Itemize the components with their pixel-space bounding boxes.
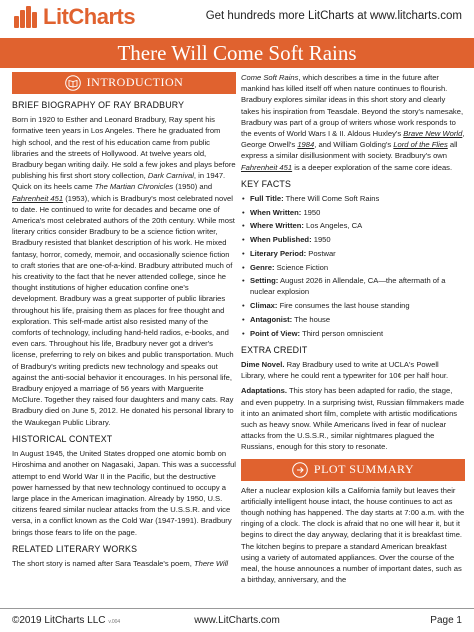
key-facts-heading: KEY FACTS bbox=[241, 178, 292, 189]
page-number: Page 1 bbox=[430, 615, 462, 626]
extra-credit-adaptations: Adaptations. This story has been adapted for radio, the stage, and even puppetry. In a surprising twist, Russian filmmakers made it into an animated short film, complete with artistic modifications such as heavy snow. While Americans lived in fear of nuclear attacks from the U.S.S.R., similar nightmares plagued the Russians, enough for this story to resonate. bbox=[241, 386, 465, 452]
book-icon bbox=[65, 75, 81, 91]
related-works-paragraph-start: The short story is named after Sara Teasdale's poem, There Will bbox=[12, 558, 229, 568]
lord-of-the-flies-link[interactable]: Lord of the Flies bbox=[393, 140, 448, 150]
historical-context-heading: HISTORICAL CONTEXT bbox=[12, 433, 113, 444]
logo-bars-icon bbox=[12, 4, 40, 30]
key-fact-item: • When Published: 1950 bbox=[241, 234, 465, 245]
copyright: ©2019 LitCharts LLC v.004 bbox=[12, 615, 121, 626]
header-tagline[interactable]: Get hundreds more LitCharts at www.litcharts.com bbox=[205, 10, 462, 22]
brave-new-world-link[interactable]: Brave New World bbox=[403, 129, 463, 139]
footer-url[interactable]: www.LitCharts.com bbox=[194, 615, 280, 626]
key-fact-item: • Where Written: Los Angeles, CA bbox=[241, 220, 465, 231]
key-fact-item: • When Written: 1950 bbox=[241, 207, 465, 218]
related-works-heading: RELATED LITERARY WORKS bbox=[12, 543, 138, 554]
introduction-band bbox=[12, 72, 236, 94]
plot-summary-label: PLOT SUMMARY bbox=[313, 461, 415, 476]
key-fact-item: • Full Title: There Will Come Soft Rains bbox=[241, 193, 465, 204]
right-column bbox=[241, 72, 465, 589]
key-fact-item: • Literary Period: Postwar bbox=[241, 248, 465, 259]
key-fact-item: • Genre: Science Fiction bbox=[241, 262, 465, 273]
version-label: v.004 bbox=[108, 619, 121, 625]
plot-summary-band bbox=[241, 459, 465, 481]
plot-arrow-icon bbox=[292, 462, 308, 478]
logo-text: LitCharts bbox=[43, 4, 136, 29]
fahrenheit-link[interactable]: Fahrenheit 451 bbox=[241, 162, 293, 172]
introduction-label: INTRODUCTION bbox=[86, 75, 184, 90]
1984-link[interactable]: 1984 bbox=[297, 140, 315, 150]
page-title: There Will Come Soft Rains bbox=[117, 40, 357, 65]
bio-paragraph: Born in 1920 to Esther and Leonard Bradbury, Ray spent his formative teen years in Los Angeles. There he graduated from high school, and the rest of his education came from public libraries and the streets of Hollywood. At twelve years old, Bradbury began writing daily. He sold a few jokes and plays before publishing his first short story collection, Dark Carnival, in 1947. Quick on its heels came The Martian Chronicles (1950) and Fahrenheit 451 (1953), which is Bradbury's most celebrated novel to date. He continued to write for decades and became one of America's most celebrated authors of the 20th century. While most literary critics consider Bradbury to be a science fiction writer, Bradbury resisted that blanket description of his work. He mixed fantasy, horror, comedy, memoir, and occasionally science fiction to craft stories that are one-of-a-kind. Bradbury attributed much of his creativity to the fact that he never attended college, since he thought institutions of higher education confine one's development. Bradbury was a great supporter of public libraries throughout his life, praising them as places for free thought and exploration. This self-made artist also resisted many of the comforts of technology, including hand-held radios, e-books, and even cars. Throughout his life, Bradbury never got a driver's license, preferring to rely on bikes and public transportation. Much of Bradbury's writing predicts new technology and speaks out against the anti-social behavior it encourages. In his personal life, Bradbury enjoyed a marriage of 56 years with Marguerite McClure. Together they raised four daughters and many cats. Ray Bradbury died on June 5, 2012. He donated his personal library to the Waukegan Public Library. bbox=[12, 115, 236, 427]
related-works-paragraph-cont: Come Soft Rains, which describes a time in the future after mankind has killed itself off when nature continues to flourish. Bradbury explores similar ideas in this short story and clearly takes his inspiration from Teasdale. Beyond the story's namesake, Bradbury was part of a group of writers whose work responds to the events of World Wars I & II. Aldous Huxley's Brave New World, George Orwell's 1984, and William Golding's Lord of the Flies all express a similar disillusionment with society. Bradbury's own Fahrenheit 451 is a deeper exploration of the same core ideas. bbox=[241, 73, 465, 172]
fahrenheit-link[interactable]: Fahrenheit 451 bbox=[12, 193, 64, 203]
plot-summary-paragraph: After a nuclear explosion kills a California family but leaves their artificially intelligent house intact, the house continues to act as though nothing has happened. The day starts at 7:00 a.m. with the ringing of a clock. The clock is afraid that no one will hear it, but it begins to direct the day anyway, declaring that it is breakfast time. The kitchen begins to prepare a standard American breakfast using a variety of automated appliances. Over the course of the meal, the house announces a number of important dates, such as a birthday, anniversary, and the bbox=[241, 485, 465, 585]
historical-context-paragraph: In August 1945, the United States dropped one atomic bomb on Hiroshima and another on Nagasaki, Japan. This was a successful attempt to end World War II in the Pacific, but the destructive power harnessed by that new technology continued to occupy a large place in the American imagination. Already by 1950, U.S. citizens feared similar nuclear attacks from the U.S.S.R. and vice versa, in a conflict known as the Cold War (1947-1991). Bradbury brings those fears to life on the page. bbox=[12, 449, 236, 537]
key-facts-list bbox=[241, 193, 465, 339]
extra-credit-heading: EXTRA CREDIT bbox=[241, 344, 308, 355]
title-band bbox=[0, 38, 474, 68]
key-fact-item: • Antagonist: The house bbox=[241, 314, 465, 325]
key-fact-item: • Point of View: Third person omniscient bbox=[241, 328, 465, 339]
extra-credit-dime-novel: Dime Novel. Ray Bradbury used to write at UCLA's Powell Library, where he could rent a typewriter for 10¢ per half hour. bbox=[241, 359, 449, 381]
litcharts-logo[interactable] bbox=[12, 4, 135, 30]
page-footer bbox=[0, 608, 474, 632]
bio-heading: BRIEF BIOGRAPHY OF RAY BRADBURY bbox=[12, 100, 185, 110]
left-column bbox=[12, 72, 236, 573]
key-fact-item: • Climax: Fire consumes the last house standing bbox=[241, 300, 465, 311]
key-fact-item: • Setting: August 2026 in Allendale, CA—the aftermath of a nuclear explosion bbox=[241, 275, 465, 297]
top-bar bbox=[0, 0, 474, 36]
